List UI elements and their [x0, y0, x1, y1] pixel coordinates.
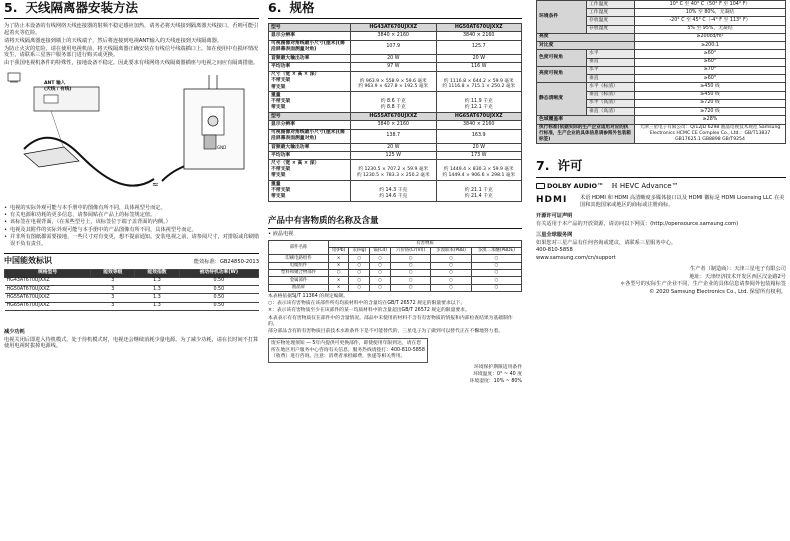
disposal-callout: 废弃物处理须知 — 5年内提供可更换部件，即使使用年限到达，请在您所在地区用户服务中心咨询有关信息。服务热线请拨打：400-810-5858（收费）进行咨询。注意：消费者承担邮费，快递等相关费用。 — [268, 338, 428, 363]
table-row: 尺寸（宽 × 高 × 深） 不带支架 带支架 约 1230.5 × 707.2 × 59.9 毫米 约 1230.5 × 783.3 × 250.2 毫米 约 1449.4 × 830.3 × 59.9 毫米 约 1449.4 × 906.6 × 298.1 毫米 — [269, 160, 522, 181]
intro-paragraph: 为了防止本设备的有线网络天线连接器的射频不稳定感应加热，请务必将天线接到隔离器天线接口，否则可能引起着火等危险。 — [4, 23, 259, 36]
reduce-title: 减少功耗 — [4, 328, 25, 335]
hazard-subtitle: • 液晶电视 — [268, 230, 294, 237]
table-row: 水平（高清） ≥720 线 — [537, 99, 786, 107]
hdmi-block — [536, 195, 786, 210]
list-item: • 电视的实际外观可能与本手册中的图像有所不同，具体视型号而定。 — [4, 205, 259, 212]
service-block: 三星全球服务网 如果您对三星产品有任何咨询或建议，请联系三星服务中心。 400-810-5858 www.samsung.com/cn/support — [536, 232, 786, 262]
hevc-advance-logo: ℍ HEVC Advance™ — [611, 181, 679, 190]
table-row: HG55AT670UJXXZ 3 1.3 0.50 — [5, 294, 259, 302]
energy-title: 中国能效标识 — [4, 256, 52, 266]
service-phone: 400-810-5858 — [536, 247, 573, 254]
table-row: 环境条件 工作温度 10° C 至 40° C（50° F 至 104° F） — [537, 1, 786, 9]
env-table — [536, 0, 786, 144]
list-item: • 该标签在电视背面，（在某些型号上，该标签位于端子盖背面的内侧。） — [4, 219, 259, 226]
table-row: 色域覆盖率 ≥28% — [537, 116, 786, 124]
table-row: 音频最大输出功率 20 W 20 W — [269, 144, 522, 152]
list-item: • 电视及其附件的实际外观可能与本手册中的产品图像有所不同，具体视型号而定。 — [4, 227, 259, 234]
hevc-icon: ℍ — [611, 181, 618, 190]
hazard-table: 部件名称 有害物质 铅(Pb) 汞(Hg) 镉(Cd) 六价铬(Cr(VI)) 多溴联苯(PBB) 多溴二苯醚(PBDE) 印刷电路组件 × ○ ○ ○ ○ ○ 电缆组件 × ○ ○ ○ ○ ○ 塑料和聚合物部件 ○ ○ ○ ○ ○ ○ 金属部件 × ○ ○ ○ ○ ○ 液晶屏 × ○ ○ ○ ○ ○ — [268, 240, 522, 292]
table-row: 工作湿度 10% 至 80%，无凝结 — [537, 9, 786, 17]
table-row: 存放温度 -20° C 至 45° C（-4° F 至 113° F） — [537, 17, 786, 25]
table-row: 存放湿度 5% 至 95%，无凝结 — [537, 25, 786, 33]
reduce-power-section — [4, 329, 259, 350]
svg-text:≈: ≈ — [152, 179, 159, 189]
antenna-section — [4, 0, 259, 541]
table-row: 垂直 ≥60° — [537, 75, 786, 83]
isolator-icon — [208, 116, 218, 126]
hazard-title: 产品中有害物质的名称及含量 — [268, 216, 522, 229]
intro-paragraph: 由于我国电视机条件的特殊性，接地设备不稳定。因此要求有线网络天线隔离器插座与电视之间应有隔离措施。 — [4, 60, 259, 66]
spec-table-1 — [268, 23, 522, 202]
table-row: HG43AT670UJXXZ 3 1.3 0.50 — [5, 277, 259, 285]
env-period: 环境保护期限适用条件 环境温度：0° ~ 40 度 环境湿度：10% ~ 80% — [469, 364, 522, 385]
reduce-text: 电视关闭后即进入待机模式。处于待机模式时，电视还会继续消耗少量电源。为了减少功耗，请在长时间不打算使用电视时拔掉电源线。 — [4, 336, 259, 350]
tv-icon — [8, 73, 20, 81]
ant-input-label: ANT 输入 (天线 / 有线) — [44, 80, 72, 92]
ant-port-icon — [44, 95, 58, 103]
table-row: HG50AT670UJXXZ 3 1.3 0.50 — [5, 286, 259, 294]
table-header: 有害物质 — [329, 240, 522, 247]
dolby-icon — [536, 183, 545, 189]
table-header: 规格型号 — [5, 269, 91, 277]
table-row: 塑料和聚合物部件 ○ ○ ○ ○ ○ ○ — [269, 269, 522, 276]
table-row: 重量 不带支架 带支架 约 14.3 千克 约 14.6 千克 约 21.1 千克 约 21.4 千克 — [269, 181, 522, 202]
table-row: 垂直（标清） ≥450 线 — [537, 91, 786, 99]
service-url[interactable]: www.samsung.com/cn/support — [536, 255, 616, 262]
table-header: 部件名称 — [269, 240, 329, 255]
section-title-specs: 6. 规格 — [268, 0, 522, 19]
table-header: 能效指数 — [135, 269, 179, 277]
section-title-antenna: 5. 天线隔离器安装方法 — [4, 0, 259, 19]
env-license-section — [536, 0, 786, 541]
table-row: HG65AT670UJXXZ 3 1.3 0.50 — [5, 302, 259, 310]
dolby-audio-logo: DOLBY AUDIO™ — [536, 182, 604, 190]
list-item: • 有关电源和功耗的更多信息，请参阅贴在产品上的标签规定值。 — [4, 212, 259, 219]
table-row: 平均功率 97 W 116 W — [269, 63, 522, 71]
energy-standard: 能效标准：GB24850-2013 — [193, 259, 259, 266]
table-row: 亮度可视角 水平 ≥70° — [537, 66, 786, 74]
table-header: 能效等级 — [91, 269, 135, 277]
antenna-diagram-graphic — [4, 69, 259, 201]
intro-paragraph: 请将天线隔离器连接到墙上的天线端子，然后将连接到电视ANT输入的天线连接到天线隔离器。 — [4, 37, 223, 44]
section-title-license: 7. 许可 — [536, 158, 786, 177]
hazard-section — [268, 216, 522, 386]
notes-list — [4, 205, 259, 248]
hdmi-text: 术语 HDMI 和 HDMI 高清晰度多媒体接口以及 HDMI 徽标是 HDMI Licensing LLC 在美国和其他国家或地区的商标或注册商标。 — [580, 194, 785, 208]
antenna-diagram — [4, 69, 259, 201]
table-header: 被动待机功率(W) — [179, 269, 258, 277]
table-row: 音频最大输出功率 20 W 20 W — [269, 55, 522, 63]
table-row: 垂直（高清） ≥720 线 — [537, 108, 786, 116]
license-section — [536, 158, 786, 295]
energy-table — [4, 269, 259, 311]
table-row: 色度可视角 水平 ≥60° — [537, 50, 786, 58]
energy-label-section — [4, 253, 259, 311]
table-row: 金属部件 × ○ ○ ○ ○ ○ — [269, 277, 522, 284]
table-row: 重量 不带支架 带支架 约 8.6 千克 约 8.8 千克 约 11.9 千克 约 12.1 千克 — [269, 92, 522, 113]
manufacturer-block: 生产者（制造商）：天津三星电子有限公司 地址：天津经济技术开发区西区汉金路2号 ＊各型号的实际生产企业不同，生产企业的具体信息请参阅外包装箱标签 © 2020 Samsung Electronics Co., Ltd. 保留所有权利。 — [619, 265, 786, 296]
table-row: 型号 HG43AT670UJXXZ HG50AT670UJXXZ — [269, 24, 522, 32]
table-row: 可视图像对角线最小尺寸(厘米)(需沿屏幕表面测量对角) 107.9 125.7 — [269, 40, 522, 54]
hazard-notes: 本表格依据SJ/T 11364 的规定编制。 ○：表示该有害物质在该部件所有均质材料中的含量均在GB/T 26572 规定的限量要求以下。 ×：表示该有害物质至少在该部件的某一均质材料中的含量超出GB/T 26572 规定的限量要求。 本表表示有有害物质仅在部件中的含量情况。部品中未使用的材料不含有有害物质的情报和内部检查结果为基础制作的。 部分部品含有的有害物质目前技术水准条件下是不可能替代的，三星电子为了做到可以替代正在不懈地努力着。 — [268, 293, 513, 335]
table-row: 尺寸（宽 × 高 × 深） 不带支架 带支架 约 963.9 × 558.9 × 59.6 毫米 约 963.9 × 627.8 × 192.5 毫米 约 1116.8 × 644.2 × 59.9 毫米 约 1116.8 × 715.1 × 250.2 毫米 — [269, 71, 522, 92]
intro-paragraph: 为防止火灾的危险，请在使用电视机前，将天线隔离器正确安装在有线信号线端插口上。如在使用中有损坏情况发生，请联系三星客户服务部门进行购买或更换。 — [4, 45, 259, 59]
table-row: 静态清晰度 水平（标清） ≥450 线 — [537, 83, 786, 91]
table-row: 平均功率 125 W 173 W — [269, 152, 522, 160]
opensource-block: 开源许可证声明 有关适用于本产品的开放资源，请访问以下网页：(http://opensource.samsung.com) — [536, 213, 739, 228]
list-item: • 并非所有图纸都需要接地，一些尺寸对有变更，想不提前通知。安装电视之前，请参阅尺寸，对排版或印刷错误不负有责任。 — [4, 234, 259, 248]
table-row: 亮度 ≥200cd/m² — [537, 33, 786, 41]
table-row: 电缆组件 × ○ ○ ○ ○ ○ — [269, 262, 522, 269]
table-row: 显示分辨率 3840 × 2160 3840 × 2160 — [269, 121, 522, 129]
table-row: 对比度 ≥200:1 — [537, 42, 786, 50]
connector-icon — [24, 147, 79, 167]
specs-section — [268, 0, 522, 541]
table-row: 印刷电路组件 × ○ ○ ○ ○ ○ — [269, 255, 522, 262]
table-row: 显示分辨率 3840 × 2160 3840 × 2160 — [269, 32, 522, 40]
table-row: 液晶屏 × ○ ○ ○ ○ ○ — [269, 284, 522, 291]
table-row: 垂直 ≥60° — [537, 58, 786, 66]
table-row: 型号 HG55AT670UJXXZ HG65AT670UJXXZ — [269, 113, 522, 121]
table-row: 执行标准(依据实际的生产企业适用对应的执行标准，生产企业的具体信息请参阅外包装箱标签) 天津三星电子有限公司：Q/12JD 6298 液晶电视技术规范 Samsung Electronics HCMC CE Complex Co., Ltd.：GB/T13837 GB17625.1 GB8898 GB/T9254 — [537, 124, 786, 144]
hdmi-logo: HDMI — [536, 194, 568, 205]
logo-row — [536, 182, 786, 191]
svg-text:GND: GND — [217, 144, 227, 150]
table-row: 可视图像对角线最小尺寸(厘米)(需沿屏幕表面测量对角) 138.7 163.9 — [269, 129, 522, 143]
